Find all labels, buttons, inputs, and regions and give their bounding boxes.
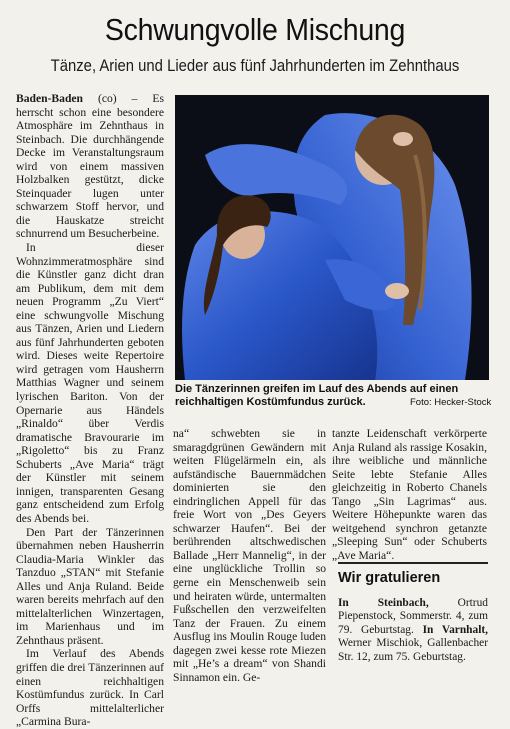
photo-credit: Foto: Hecker-Stock: [410, 397, 492, 408]
paragraph-3: Den Part der Tänzerinnen übernahmen neben Hausherrin Claudia-Maria Winkler das Tanzduo „STAN“ mit Stefanie Alles und Anja Ruland. Beide waren bereits mehrfach auf den mittelalterlichen Winzertagen, im Marienhaus und im Zehnthaus präsent.: [16, 525, 164, 647]
article-headline: Schwungvolle Mischung: [104, 12, 406, 47]
paragraph-2: In dieser Wohnzimmeratmosphäre sind die Künstler ganz dicht dran am Publikum, dem mit dem neuen Programm „Zu Viert“ eine schwungvolle Mischung aus Tänzen, Arien und Liedern aus fünf Jahrhunderten geboten wird. Dieses weite Repertoire wird getragen vom Hausherrn Matthias Wagner und seinem lyrischen Bariton. Von der Opernarie aus Händels „Rinaldo“ über Verdis dramatische Bravourarie im „Rigoletto“ bis zu Franz Schuberts „Ave Maria“ trägt der Künstler mit seinem innigen, transparenten Gesang ganz entscheidend zum Erfolg des Abends bei.: [16, 241, 164, 525]
article-column-2: [173, 427, 326, 684]
article-column-3: [332, 427, 487, 562]
birthday-box-title: Wir gratulieren: [338, 562, 488, 586]
birthday-box-text: [338, 597, 488, 664]
paragraph-1-text: (co) – Es herrscht schon eine besondere Atmosphäre im Zehnthaus in Steinbach. Die durchhängende Decke im Veranstaltungsraum wird von einem massiven Holzbalken gestützt, dicke Steinquader lugen unter schwarzem Stoff hervor, und die Hauskatze streicht schnurrend um Besucherbeine.: [16, 92, 164, 241]
paragraph-1: [16, 92, 164, 241]
dancers-photo: [175, 95, 489, 380]
paragraph-4: Im Verlauf des Abends griffen die drei Tänzerinnen auf einen reichhaltigen Kostümfundus zurück. In Carl Orffs mittelalterlicher „Carmina Bura-: [16, 647, 164, 729]
birthday-place-1: In Steinbach,: [338, 597, 429, 609]
dateline: Baden-Baden: [16, 92, 84, 105]
article-column-1: [16, 92, 164, 729]
paragraph-6: tanzte Leidenschaft verkörperte Anja Ruland als rassige Kosakin, ihre weibliche und männliche Seite lebte Stefanie Alles gleichzeitig in Roberto Chanels Tango „Sin Lagrimas“ aus. Weitere Höhepunkte waren das weitgehend synchron getanzte „Sleeping Sun“ oder Schuberts „Ave Maria“.: [332, 427, 487, 562]
photo-caption: Die Tänzerinnen greifen im Lauf des Abends auf einen reichhaltigen Kostümfundus zurück.: [175, 383, 459, 408]
paragraph-5: na“ schwebten sie in smaragdgrünen Gewändern mit weiten Flügelärmeln ein, als aufständische Bauernmädchen dominierten sie den eindringlichen Appell für das freie Wort von „Des Geyers schwarzer Haufen“. Bei der berührenden altschwedischen Ballade „Herr Mannelig“, in der eine unglückliche Trollin so gerne ein Menschenweib sein und heiraten würde, untermalten Fußschellen den verzweifelten Tanz der Frauen. Zu einem Ausflug ins Moulin Rouge luden dagegen zwei kesse rote Miezen mit „He’s a dream“ von Shandi Sinnamon ein. Ge-: [173, 427, 326, 684]
birthday-entry-2: Werner Mischiok, Gallenbacher Str. 12, zum 75. Geburtstag.: [338, 637, 488, 663]
birthday-place-2: In Varnhalt,: [422, 623, 488, 636]
birthday-entry-1: Ortrud Piepenstock, Sommerstr. 4, zum 79. Geburtstag.: [338, 597, 488, 636]
article-subheadline: Tänze, Arien und Lieder aus fünf Jahrhunderten im Zehnthaus: [50, 57, 460, 75]
